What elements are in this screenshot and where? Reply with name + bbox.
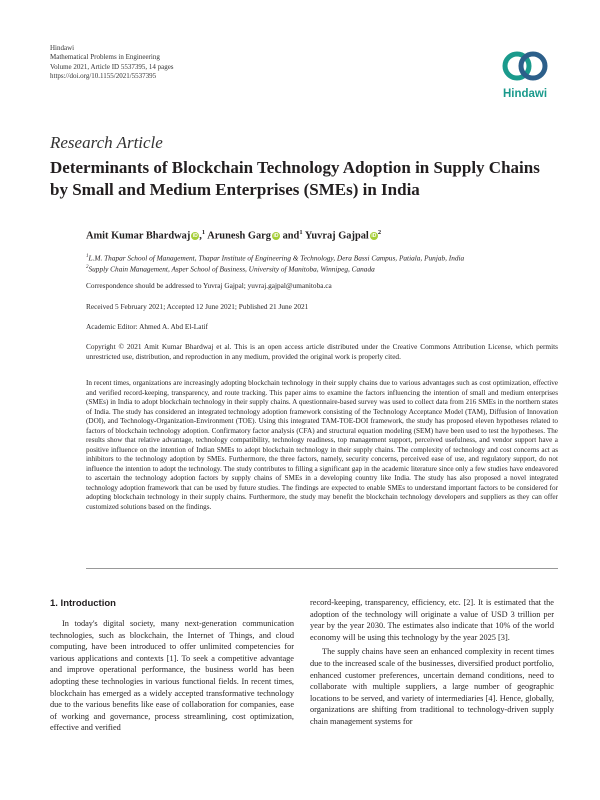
orcid-icon[interactable]: iD bbox=[192, 233, 198, 240]
hindawi-logo-text: Hindawi bbox=[502, 88, 548, 100]
section-heading: 1. Introduction bbox=[50, 598, 116, 609]
body-paragraph: record-keeping, transparency, efficiency, etc. [2]. It is estimated that the adoption of the technology will originate a value of USD 3 trillion per year by the year 2030. The estimates also indicate that 10% of the world economy will be using this technology by the year 2025 [3]. bbox=[310, 598, 554, 642]
author-affiliation-mark: 1 bbox=[299, 229, 303, 236]
article-type: Research Article bbox=[50, 133, 163, 152]
author-affiliation-mark: 2 bbox=[377, 229, 382, 236]
body-paragraph: The supply chains have seen an enhanced complexity in recent times due to the increased scale of the businesses, diversified product portfolio, enhanced customer preferences, uncertain demand conditions, need to collaborate with multiple suppliers, a large number of geographic locations to be served, and variety of intermediaries [4]. Hence, globally, organizations are shifting from traditional to technology-driven supply chain management systems for bbox=[310, 647, 554, 726]
academic-editor: Academic Editor: Ahmed A. Abd El-Latif bbox=[86, 322, 208, 331]
journal-name: Mathematical Problems in Engineering bbox=[50, 53, 160, 62]
journal-meta bbox=[50, 44, 174, 82]
copyright-notice: Copyright © 2021 Amit Kumar Bhardwaj et al. This is an open access article distributed under the Creative Commons Attribution License, which permits unrestricted use, distribution, and reproduction in any medium, provided the original work is properly cited. bbox=[86, 342, 558, 361]
author-affiliation-mark: 1 bbox=[201, 229, 206, 236]
body-paragraph: In today's digital society, many next-generation communication technologies, such as blockchain, the Internet of Things, and cloud computing, have been introduced to offer unlimited competencies for various applications and contexts [1]. To seek a competitive advantage and improve operational performance, the business world has been adopting these technologies in various functional fields. In recent times, blockchain has emerged as a widely accepted transformative technology due to the various benefits like ease of collaboration for companies, ease of working and governance, process streamlining, cost optimization, effective and verified bbox=[50, 619, 294, 733]
author-separator: , bbox=[199, 230, 202, 242]
author-name: Yuvraj Gajpal bbox=[304, 230, 369, 242]
affiliation-text: Supply Chain Management, Asper School of Business, University of Manitoba, Winnipeg, Canada bbox=[88, 264, 375, 274]
affiliations bbox=[86, 252, 558, 275]
author-separator: and bbox=[279, 230, 300, 242]
correspondence: Correspondence should be addressed to Yuvraj Gajpal; yuvraj.gajpal@umanitoba.ca bbox=[86, 281, 332, 290]
affiliation-mark: 1 bbox=[86, 254, 89, 259]
affiliation-mark: 2 bbox=[86, 265, 89, 271]
publication-dates: Received 5 February 2021; Accepted 12 June 2021; Published 21 June 2021 bbox=[86, 302, 309, 311]
hindawi-logo-icon bbox=[490, 42, 560, 112]
doi-link[interactable]: https://doi.org/10.1155/2021/5537395 bbox=[50, 72, 157, 81]
body-column-right bbox=[310, 597, 554, 728]
abstract: In recent times, organizations are increasingly adopting blockchain technology in their supply chains due to various advantages such as cost optimization, effective and verified record-keeping, transparency, and route tracking. This paper aims to examine the factors influencing the intention of small and medium enterprises (SMEs) in India to adopt blockchain technology in their supply chains. A questionnaire-based survey was used to collect data from 216 SMEs in the northern states of India. The study has considered an integrated technology adoption framework consisting of the Technology Acceptance Model (TAM), Diffusion of Innovation (DOI), and Technology-Organization-Environment (TOE). Using this integrated TAM-TOE-DOI framework, the study has proposed eleven hypotheses related to factors of blockchain technology adoption. Confirmatory factor analysis (CFA) and structural equation modeling (SEM) have been used to test the hypotheses. The results show that relative advantage, technology compatibility, technology readiness, top management support, perceived usefulness, and vendor support have a positive influence on the intention of Indian SMEs to adopt blockchain technology in their supply chains. The complexity of technology and cost concerns act as inhibitors to the technology adoption by SMEs. Furthermore, the three factors, namely, security concerns, perceived ease of use, and regulatory support, do not influence the intention to adopt the technology. The study contributes to filling a significant gap in the academic literature since only a few studies have endeavored to ascertain the technology adoption factors by supply chains of SMEs in a developing country like India. The study has also proposed a novel integrated technology adoption framework that can be used by future studies. The findings are expected to enable SMEs to understand important factors to be considered for adopting blockchain technology in their supply chains. Furthermore, the study may benefit the blockchain technology developers and suppliers as they can offer customized solutions based on the findings. bbox=[86, 379, 558, 511]
affiliation-text: L.M. Thapar School of Management, Thapar Institute of Engineering & Technology, Dera Bassi Campus, Patiala, Punjab, India bbox=[88, 253, 465, 263]
author-list bbox=[86, 229, 381, 241]
author-name: Arunesh Garg bbox=[207, 230, 271, 242]
orcid-icon[interactable]: iD bbox=[371, 233, 377, 240]
volume-line: Volume 2021, Article ID 5537395, 14 pages bbox=[50, 62, 174, 71]
paper-title: Determinants of Blockchain Technology Adoption in Supply Chains by Small and Medium Enterprises (SMEs) in India bbox=[50, 158, 540, 199]
affiliation-item bbox=[86, 252, 558, 263]
orcid-icon[interactable]: iD bbox=[273, 233, 279, 240]
author-name: Amit Kumar Bhardwaj bbox=[86, 230, 191, 242]
section-divider bbox=[86, 568, 558, 569]
publisher-name: Hindawi bbox=[50, 44, 75, 52]
affiliation-item bbox=[86, 263, 558, 274]
body-column-left bbox=[50, 618, 294, 734]
